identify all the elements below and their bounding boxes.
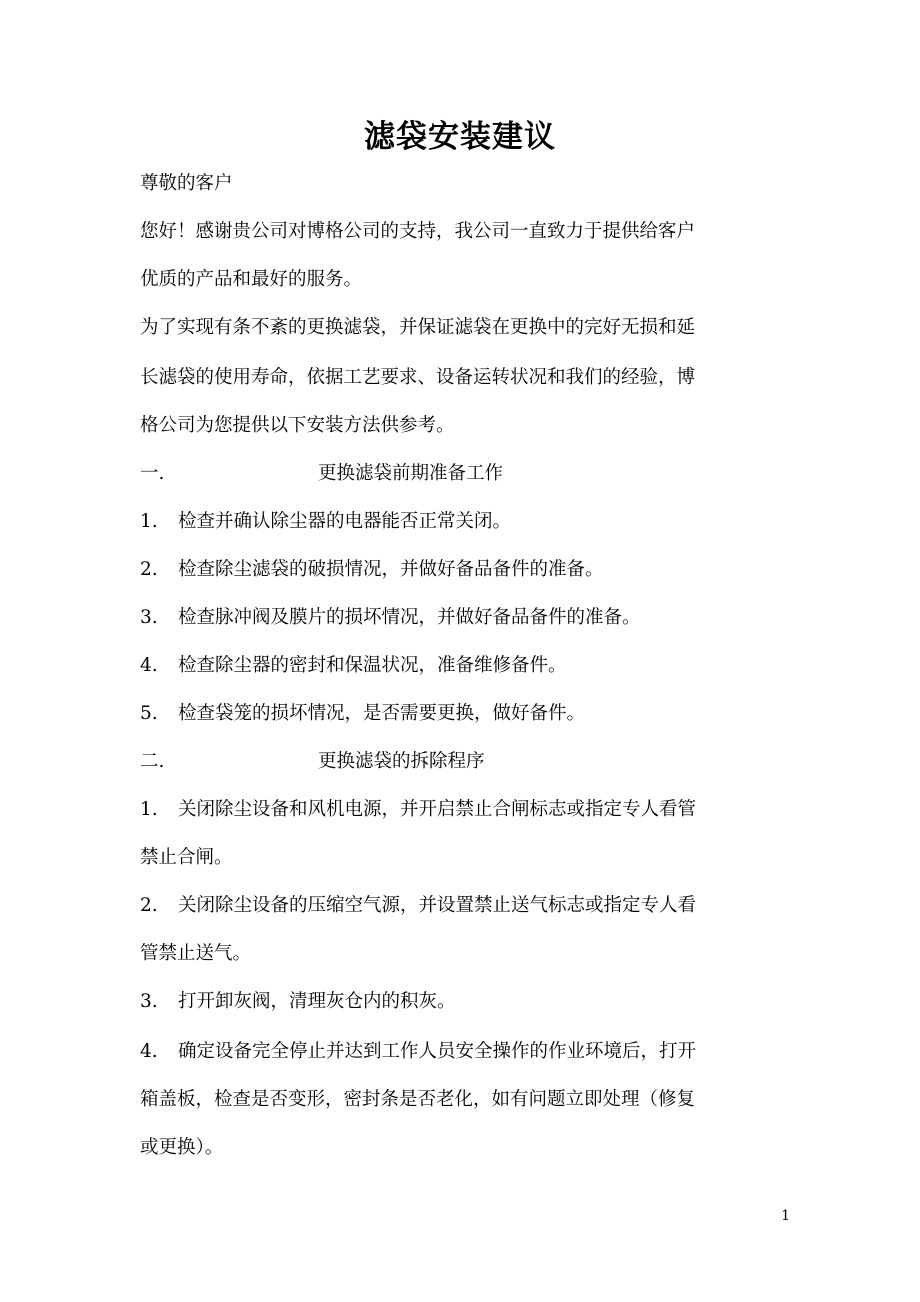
- item-text: 关闭除尘设备和风机电源，并开启禁止合闸标志或指定专人看管: [178, 799, 697, 820]
- item-text: 检查并确认除尘器的电器能否正常关闭。: [178, 511, 512, 532]
- list-item-continuation: 箱盖板，检查是否变形，密封条是否老化，如有问题立即处理（修复: [140, 1089, 696, 1110]
- item-number: 2.: [140, 895, 158, 916]
- item-text: 检查脉冲阀及膜片的损坏情况，并做好备品备件的准备。: [178, 607, 641, 628]
- list-item: [140, 892, 790, 920]
- item-number: 5.: [140, 703, 158, 724]
- item-number: 4.: [140, 655, 158, 676]
- item-number: 3.: [140, 991, 158, 1012]
- item-text: 确定设备完全停止并达到工作人员安全操作的作业环境后，打开: [178, 1041, 697, 1062]
- list-item-continuation: 管禁止送气。: [140, 943, 252, 964]
- intro-line: 为了实现有条不紊的更换滤袋，并保证滤袋在更换中的完好无损和延: [140, 317, 696, 338]
- list-item: [140, 796, 790, 824]
- intro-line: 优质的产品和最好的服务。: [140, 269, 363, 290]
- intro-line: 您好！感谢贵公司对博格公司的支持，我公司一直致力于提供给客户: [140, 221, 696, 242]
- item-text: 关闭除尘设备的压缩空气源，并设置禁止送气标志或指定专人看: [178, 895, 697, 916]
- list-item: [140, 556, 790, 584]
- list-item: [140, 1038, 790, 1066]
- item-number: 1.: [140, 799, 158, 820]
- section-heading: [140, 748, 790, 776]
- list-item: [140, 700, 790, 728]
- item-text: 检查袋笼的损坏情况，是否需要更换，做好备件。: [178, 703, 586, 724]
- list-item-continuation: 禁止合闸。: [140, 847, 233, 868]
- intro-line: 格公司为您提供以下安装方法供参考。: [140, 415, 455, 436]
- section-heading: [140, 460, 790, 488]
- item-number: 4.: [140, 1041, 158, 1062]
- salutation: 尊敬的客户: [140, 173, 233, 194]
- item-number: 3.: [140, 607, 158, 628]
- list-item: [140, 988, 790, 1016]
- section-number: 一.: [140, 463, 165, 484]
- section-title: 更换滤袋前期准备工作: [318, 463, 504, 484]
- list-item: [140, 652, 790, 680]
- section-number: 二.: [140, 751, 165, 772]
- item-number: 1.: [140, 511, 158, 532]
- list-item: [140, 604, 790, 632]
- intro-line: 长滤袋的使用寿命，依据工艺要求、设备运转状况和我们的经验，博: [140, 367, 696, 388]
- page-number: 1: [781, 1208, 790, 1224]
- item-text: 检查除尘器的密封和保温状况，准备维修备件。: [178, 655, 567, 676]
- document-title: 滤袋安装建议: [364, 119, 556, 155]
- section-title: 更换滤袋的拆除程序: [318, 751, 485, 772]
- list-item-continuation: 或更换）。: [140, 1137, 224, 1158]
- item-text: 打开卸灰阀，清理灰仓内的积灰。: [178, 991, 456, 1012]
- list-item: [140, 508, 790, 536]
- item-text: 检查除尘滤袋的破损情况，并做好备品备件的准备。: [178, 559, 604, 580]
- item-number: 2.: [140, 559, 158, 580]
